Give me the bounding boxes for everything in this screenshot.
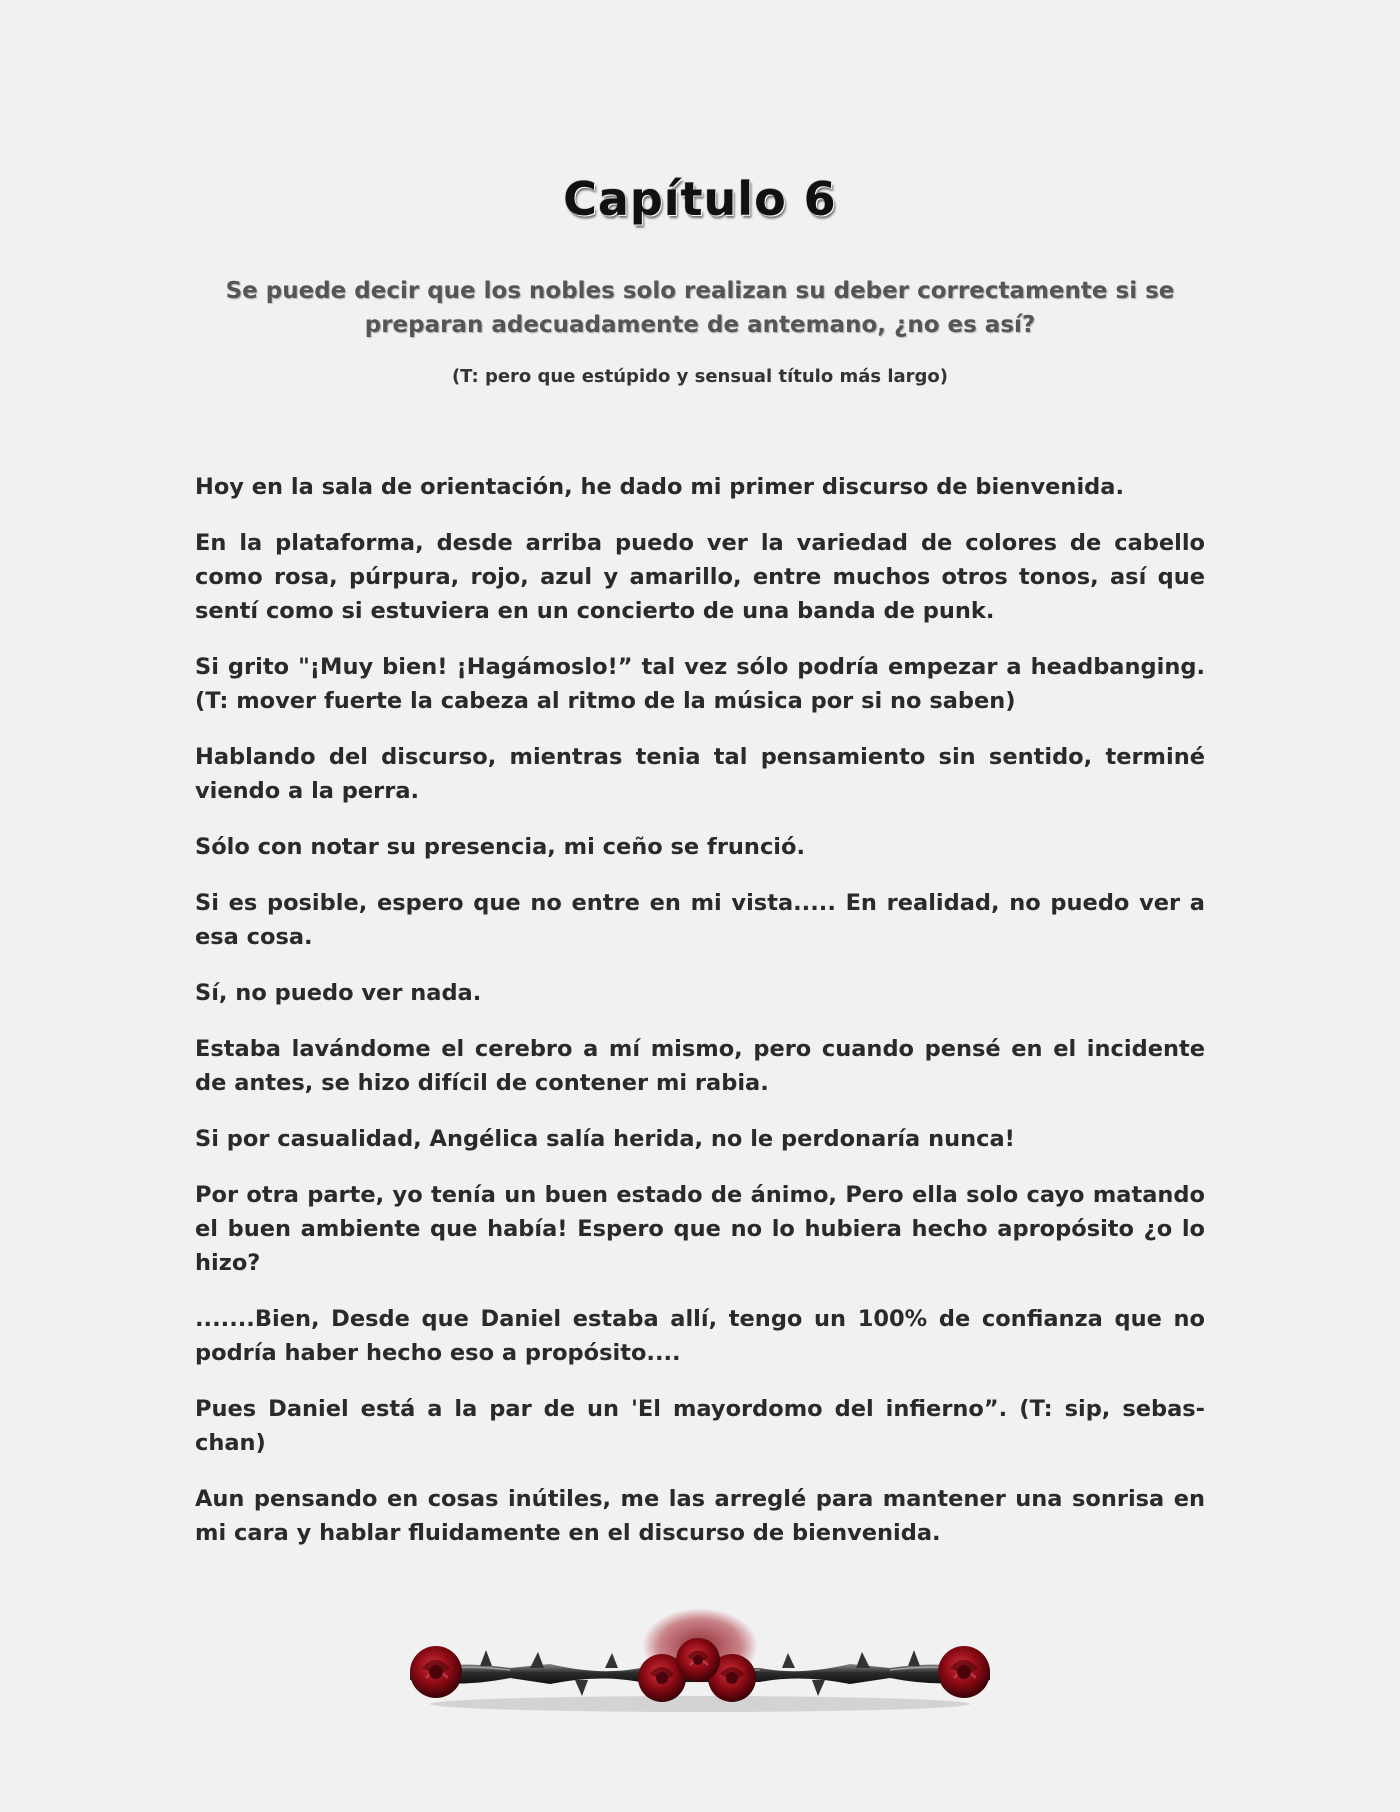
paragraph: Hablando del discurso, mientras tenia tal pensamiento sin sentido, terminé viendo a la perra. bbox=[195, 744, 1205, 804]
paragraph: Por otra parte, yo tenía un buen estado de ánimo, Pero ella solo cayo matando el buen ambiente que había! Espero que no lo hubiera hecho apropósito ¿o lo hizo? bbox=[195, 1182, 1205, 1276]
paragraph: Aun pensando en cosas inútiles, me las arreglé para mantener una sonrisa en mi cara y hablar fluidamente en el discurso de bienvenida. bbox=[195, 1486, 1205, 1546]
paragraph: .......Bien, Desde que Daniel estaba allí, tengo un 100% de confianza que no podría haber hecho eso a propósito.... bbox=[195, 1306, 1205, 1366]
paragraph: Si es posible, espero que no entre en mi vista..... En realidad, no puedo ver a esa cosa. bbox=[195, 890, 1205, 950]
paragraph: Estaba lavándome el cerebro a mí mismo, pero cuando pensé en el incidente de antes, se hizo difícil de contener mi rabia. bbox=[195, 1036, 1205, 1096]
paragraph: Hoy en la sala de orientación, he dado mi primer discurso de bienvenida. bbox=[195, 474, 1124, 500]
chapter-body bbox=[195, 470, 1205, 1572]
chapter-title: Capítulo 6 bbox=[563, 172, 837, 226]
translator-note: (T: pero que estúpido y sensual título más largo) bbox=[451, 366, 949, 387]
rose-branch-ornament-icon bbox=[400, 1598, 1000, 1728]
paragraph: Sólo con notar su presencia, mi ceño se frunció. bbox=[195, 834, 806, 860]
chapter-subtitle: Se puede decir que los nobles solo realizan su deber correctamente si se preparan adecuadamente de antemano, ¿no es así? bbox=[225, 278, 1175, 338]
paragraph: Si grito "¡Muy bien! ¡Hagámoslo!” tal vez sólo podría empezar a headbanging.(T: mover fuerte la cabeza al ritmo de la música por si no saben) bbox=[195, 654, 1205, 714]
paragraph: Si por casualidad, Angélica salía herida, no le perdonaría nunca! bbox=[195, 1126, 1015, 1152]
paragraph: En la plataforma, desde arriba puedo ver la variedad de colores de cabello como rosa, púrpura, rojo, azul y amarillo, entre muchos otros tonos, así que sentí como si estuviera en un concierto de una banda de punk. bbox=[195, 530, 1205, 624]
paragraph: Sí, no puedo ver nada. bbox=[195, 980, 482, 1006]
paragraph: Pues Daniel está a la par de un 'El mayordomo del infierno”. (T: sip, sebas-chan) bbox=[195, 1396, 1205, 1456]
